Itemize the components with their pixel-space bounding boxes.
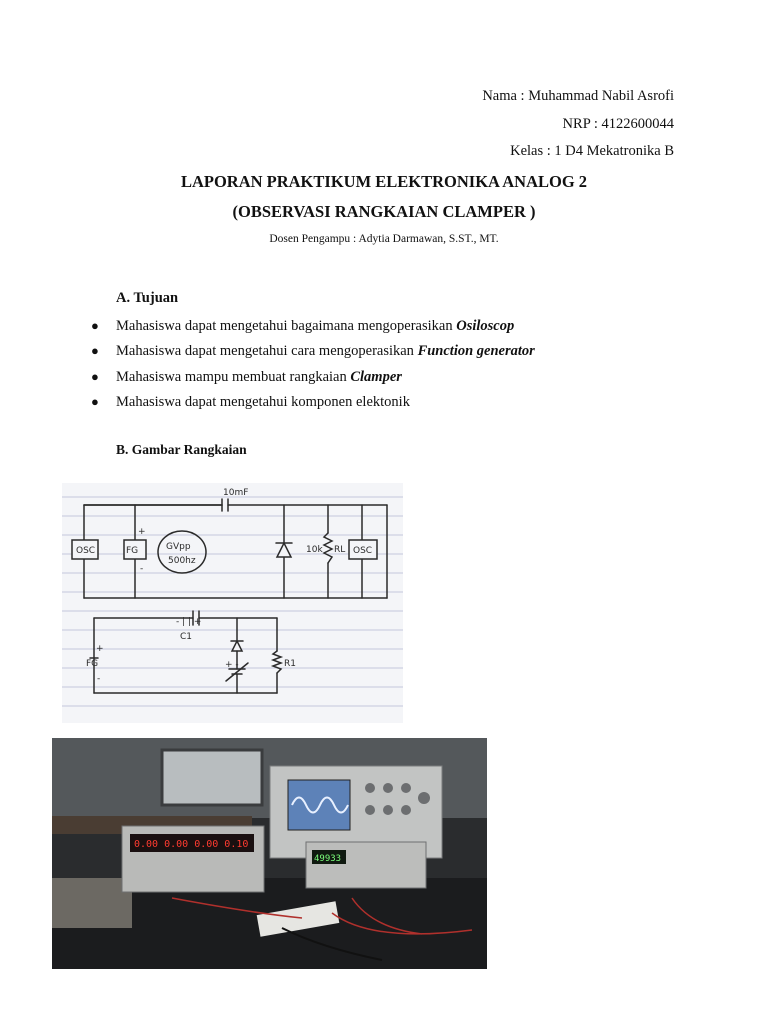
objective-emphasis: Function generator [417, 343, 535, 360]
list-item [90, 316, 535, 341]
bullet-icon: ● [91, 368, 99, 384]
bullet-icon: ● [91, 393, 99, 409]
bullet-icon: ● [91, 318, 99, 333]
fg-label: FG [126, 546, 139, 556]
source-polarity: + - [225, 660, 239, 670]
whiteboard [162, 750, 262, 805]
report-subtitle: (OBSERVASI RANGKAIAN CLAMPER ) [232, 202, 536, 221]
function-generator-body [306, 842, 426, 888]
fg2-plus: + [96, 644, 104, 654]
resistor-value: 10k [306, 545, 323, 555]
list-item [90, 392, 535, 417]
r2-label: R1 [284, 659, 296, 669]
c1-polarity: - | | + [176, 617, 202, 627]
list-item [90, 367, 535, 392]
fg2-label: FG [86, 659, 99, 669]
student-name: Nama : Muhammad Nabil Asrofi [482, 88, 674, 104]
osc-left-label: OSC [76, 546, 96, 556]
rl-label: RL [334, 545, 346, 555]
student-nrp: NRP : 4122600044 [562, 116, 674, 132]
objectives-list [90, 316, 535, 417]
c1-label: C1 [180, 632, 193, 642]
bullet-icon: ● [91, 343, 99, 359]
report-title: LAPORAN PRAKTIKUM ELEKTRONIKA ANALOG 2 [180, 172, 588, 191]
objective-emphasis: Clamper [350, 368, 402, 385]
student-class: Kelas : 1 D4 Mekatronika B [510, 143, 674, 159]
board-left [52, 878, 132, 928]
function-generator-readout: 49933 [314, 854, 342, 864]
objective-text: Mahasiswa mampu membuat rangkaian [116, 368, 351, 385]
power-supply-readout: 0.00 0.00 0.00 0.10 [134, 839, 249, 850]
cap-label: 10mF [223, 488, 249, 498]
lecturer-line: Dosen Pengampu : Adytia Darmawan, S.ST., MT. [269, 233, 499, 245]
objective-text: Mahasiswa dapat mengetahui cara mengoperasikan [116, 343, 418, 360]
section-a-heading: A. Tujuan [116, 290, 179, 306]
section-b-heading: B. Gambar Rangkaian [116, 442, 247, 457]
note-text-1: GVpp [166, 542, 191, 552]
fg2-minus: - [97, 674, 101, 684]
objective-text: Mahasiswa dapat mengetahui bagaimana mengoperasikan [116, 318, 457, 334]
circuit-sketch [62, 483, 403, 723]
objective-emphasis: Osiloscop [456, 318, 515, 334]
lab-photo [52, 738, 487, 969]
objective-text: Mahasiswa dapat mengetahui komponen elektonik [116, 393, 410, 410]
osc-right-label: OSC [353, 546, 373, 556]
note-text-2: 500hz [168, 556, 196, 566]
fg-plus: + [138, 527, 146, 537]
list-item [90, 341, 535, 366]
fg-minus: - [140, 564, 144, 574]
